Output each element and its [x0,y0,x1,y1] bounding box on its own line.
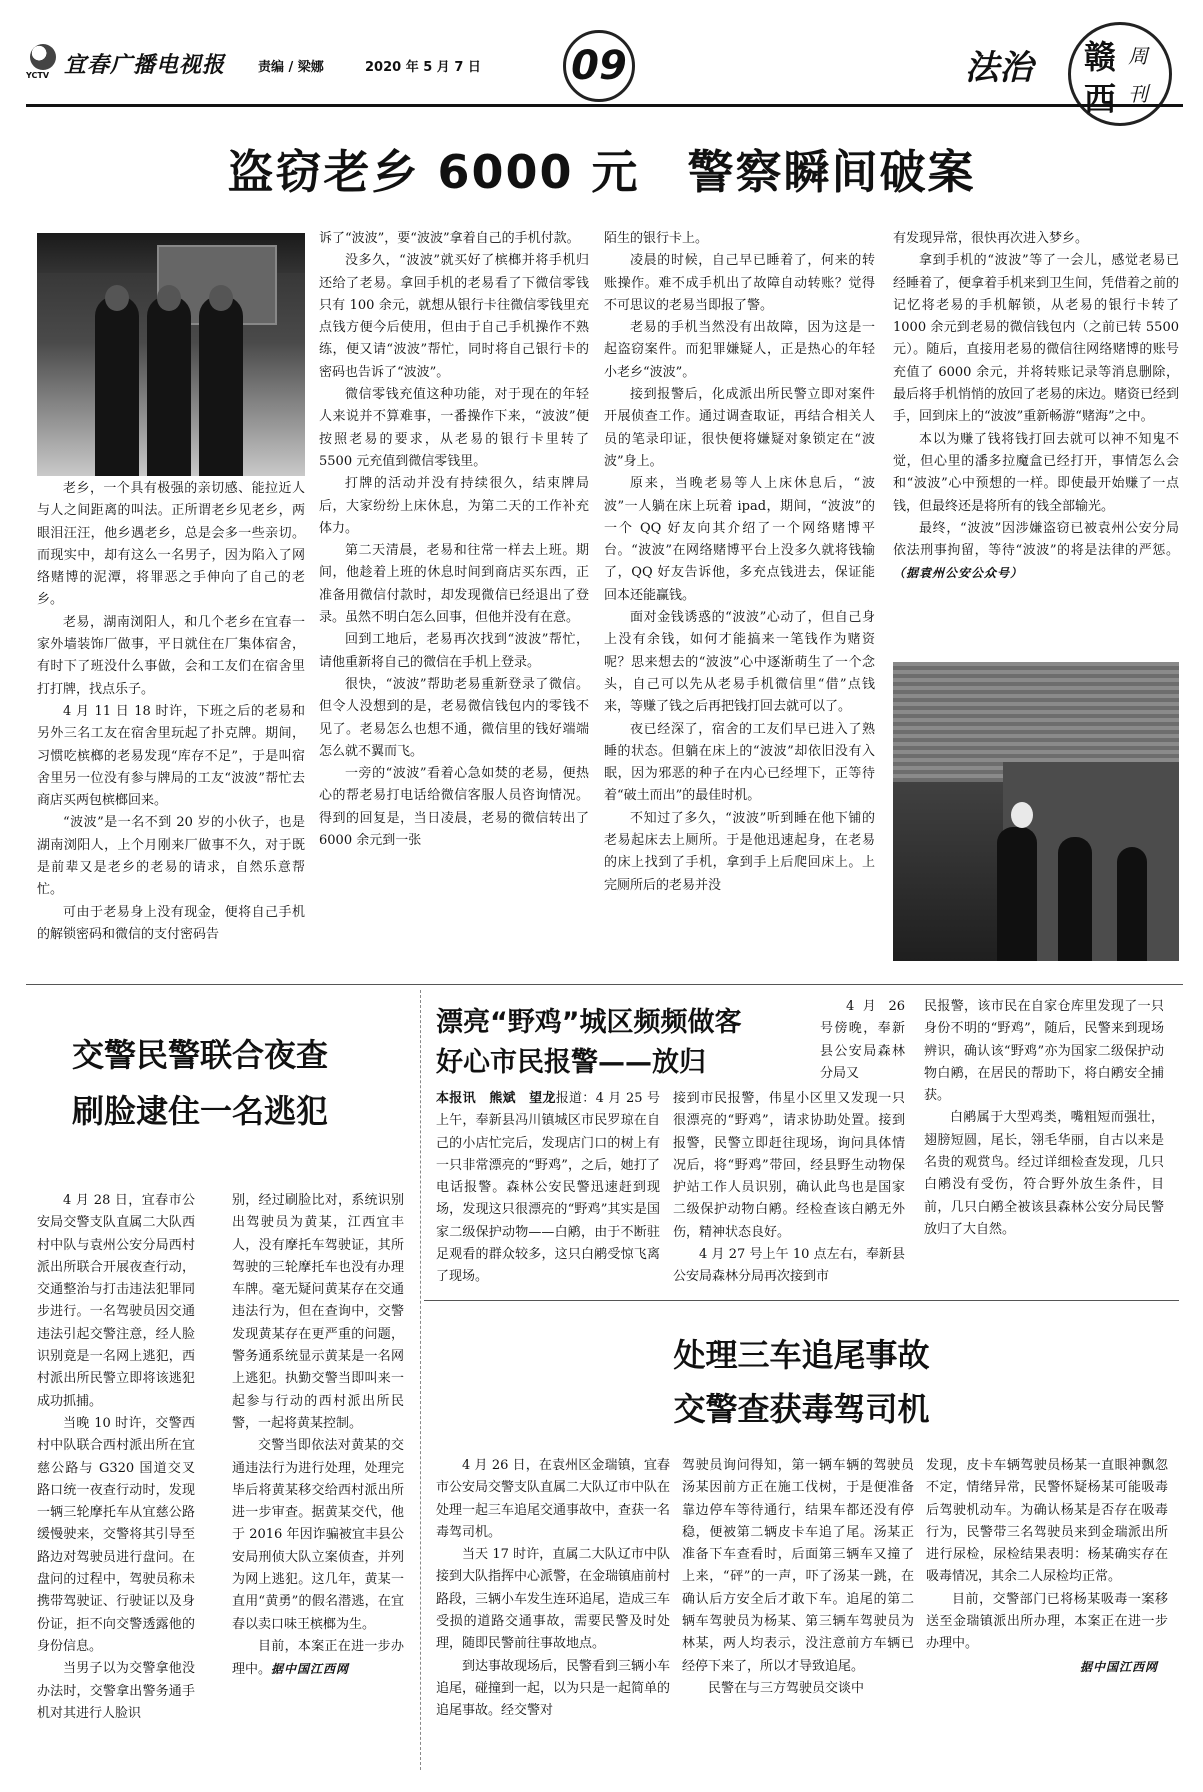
article2-column-1 [37,1190,195,1725]
article1-source: （据袁州公安公众号） [893,566,1024,581]
article1-paragraph: 有发现异常，很快再次进入梦乡。 [893,231,1089,246]
article1-paragraph: “波波”是一名不到 20 岁的小伙子，也是湖南浏阳人，上个月刚来厂做事不久，对于既是前辈又是老乡的老易的请求，自然乐意帮忙。 [37,815,305,898]
article1-paragraph: 不知过了多久，“波波”听到睡在他下铺的老易起床去上厕所。于是他迅速起身，在老易的床上找到了手机，拿到手上后爬回床上。上完厕所后的老易并没 [604,810,875,893]
article1-paragraph: 打牌的活动并没有持续很久，结束牌局后，大家纷纷上床休息，为第二天的工作补充体力。 [319,476,589,536]
article1-paragraph: 夜已经深了，宿舍的工友们早已进入了熟睡的状态。但躺在床上的“波波”却依旧没有入眠，因为邪恶的种子在内心已经埋下，正等待着“破土而出”的最佳时机。 [604,721,875,804]
article1-column-2 [319,228,589,852]
article4-paragraph: 驾驶员询问得知，第一辆车辆的驾驶员汤某因前方正在施工伐树，于是便准备靠边停车等待通行，结果车都还没有停稳，便被第二辆皮卡车追了尾。汤某正准备下车查看时，后面第三辆车又撞了上来，“砰”的一声，吓了汤某一跳，在确认后方安全后才敢下车。追尾的第二辆车驾驶员为杨某、第三辆车驾驶员为林某，两人均表示，没注意前方车辆已经停下来了，所以才导致追尾。 [682,1458,914,1674]
article4-column-2 [682,1455,914,1700]
article1-column-3 [604,228,875,897]
issue-date: 2020 年 5 月 7 日 [365,60,481,75]
article1-paragraph: 微信零钱充值这种功能，对于现在的年轻人来说并不算难事，一番操作下来，“波波”便按照老易的要求，从老易的银行卡里转了 5500 元充值到微信零钱里。 [319,387,589,469]
weekly-badge-zhou: 周 [1128,44,1148,68]
article1-column-1 [37,478,305,946]
article1-column-4 [893,228,1179,586]
editor-credit: 责编 / 梁娜 [258,60,324,75]
article2-source: 据中国江西网 [271,1662,350,1677]
weekly-badge-gan: 赣 [1084,38,1117,76]
article4-headline-line2: 交警查获毒驾司机 [673,1390,930,1428]
column-divider [420,990,421,1770]
article2-paragraph: 交警当即依法对黄某的交通违法行为进行处理，处理完毕后将黄某移交给西村派出所进一步审查。据黄某交代，他于 2016 年因诈骗被宜丰县公安局刑侦大队立案侦查，并列为网上逃犯。这几年，黄某一直用“黄勇”的假名潜逃，在宜春以卖口味王槟榔为生。 [232,1438,404,1632]
article3-byline: 本报讯 熊斌 望龙 [436,1091,556,1106]
article4-column-1 [436,1455,670,1723]
article3-headline-line1: 漂亮“野鸡”城区频频做客 [436,1007,742,1038]
weekly-badge [1060,14,1180,134]
article1-paragraph: 第二天清晨，老易和往常一样去上班。期间，他趁着上班的休息时间到商店买东西，正准备用微信付款时，却发现微信已经退出了登录。虽然不明白怎么回事，但他并没有在意。 [319,543,589,626]
article1-paragraph: 本以为赚了钱将钱打回去就可以神不知鬼不觉，但心里的潘多拉魔盒已经打开，事情怎么会和“波波”心中预想的一样。即使最开始赚了一点钱，但最终还是将所有的钱全部输光。 [893,431,1179,514]
article2-paragraph [232,1636,404,1682]
section-title: 法治 [965,48,1033,88]
article4-paragraph: 民警在与三方驾驶员交谈中 [708,1680,865,1696]
article1-paragraph: 很快，“波波”帮助老易重新登录了微信。但令人没想到的是，老易微信钱包内的零钱不见了。老易怎么也想不通，微信里的钱好端端怎么就不翼而飞。 [319,676,589,759]
article4-paragraph: 发现，皮卡车辆驾驶员杨某一直眼神飘忽不定，情绪异常，民警怀疑杨某可能吸毒后驾驶机动车。为确认杨某是否存在吸毒行为，民警带三名驾驶员来到金瑞派出所进行尿检，尿检结果表明：杨某确实存在吸毒情况，其余二人尿检均正常。 [926,1458,1168,1585]
article1-photo-suspect [37,233,305,476]
article1-paragraph: 老乡，一个具有极强的亲切感、能拉近人与人之间距离的叫法。正所谓老乡见老乡，两眼泪汪汪，他乡遇老乡，总是会多一些亲切。而现实中，却有这么一名男子，因为陷入了网络赌博的泥潭，将罪恶之手伸向了自己的老乡。 [37,481,305,608]
article2-column-2 [232,1190,404,1682]
article1-closing-text: 最终，“波波”因涉嫌盗窃已被袁州公安分局依法刑事拘留，等待“波波”的将是法律的严惩。 [893,520,1179,559]
paper-name: 宜春广播电视报 [64,53,226,78]
article1-paragraph: 4 月 11 日 18 时许，下班之后的老易和另外三名工友在宿舍里玩起了扑克牌。期间，习惯吃槟榔的老易发现“库存不足”，于是叫宿舍里另一位没有参与牌局的工友“波波”帮忙去商店买两包槟榔回来。 [37,703,305,809]
page-number: 09 [571,43,627,89]
article2-paragraph: 别，经过刷脸比对，系统识别出驾驶员为黄某，江西宜丰人，没有摩托车驾驶证，其所驾驶的三轮摩托车也没有办理车牌。毫无疑问黄某存在交通违法行为，但在查询中，交警发现黄某存在更严重的问题，警务通系统显示黄某是一名网上逃犯。执勤交警当即叫来一起参与行动的西村派出所民警，一起将黄某控制。 [232,1193,404,1431]
article1-paragraph: 老易，湖南浏阳人，和几个老乡在宜春一家外墙装饰厂做事，平日就住在厂集体宿舍，有时下了班没什么事做，会和工友们在宿舍里打打牌，找点乐子。 [37,614,305,697]
station-logo-text: YCTV [26,71,50,80]
article3-lead: 报道：4 月 25 号上午，奉新县冯川镇城区市民罗琼在自己的小店忙完后，发现店门口的树上有一只非常漂亮的“野鸡”，之后，她打了电话报警。森林公安民警迅速赶到现场，发现这只很漂亮的“野鸡”其实是国家二级保护动物——白鹇，由于不断驻足观看的群众较多，这只白鹇受惊飞离了现场。 [436,1091,660,1285]
article4-paragraph: 到达事故现场后，民警看到三辆小车追尾，碰撞到一起，以为只是一起简单的追尾事故。经交警对 [436,1658,671,1719]
article1-headline: 盗窃老乡 6000 元 警察瞬间破案 [227,145,976,199]
weekly-badge-kan: 刊 [1128,82,1148,106]
article1-paragraph: 回到工地后，老易再次找到“波波”帮忙，请他重新将自己的微信在手机上登录。 [319,632,589,670]
article2-headline-line1: 交警民警联合夜查 [71,1036,328,1074]
article3-paragraph: 接到市民报警，伟星小区里又发现一只很漂亮的“野鸡”，请求协助处置。接到报警，民警立即赶往现场，询问具体情况后，将“野鸡”带回，经县野生动物保护站工作人员识别，确认此鸟也是国家二级保护动物白鹇。经检查该白鹇无外伤，精神状态良好。 [673,1091,905,1240]
article1-paragraph: 老易的手机当然没有出故障，因为这是一起盗窃案件。而犯罪嫌疑人，正是热心的年轻小老乡“波波”。 [604,320,875,380]
article1-paragraph: 拿到手机的“波波”等了一会儿，感觉老易已经睡着了，便拿着手机来到卫生间，凭借着之前的记忆将老易的手机解锁，从老易的银行卡转了 1000 余元到老易的微信钱包内（之前已转 5500 元）。随后，直接用老易的微信往网络赌博的账号充值了 6000 余元，并将转账记录等消息删除，最后将手机悄悄的放回了老易的床边。赌资已经到手，回到床上的“波波”重新畅游“赌海”之中。 [893,253,1180,425]
article1-paragraph: 一旁的“波波”看着心急如焚的老易，便热心的帮老易打电话给微信客服人员咨询情况。得到的回复是，当日凌晨，老易的微信转出了 6000 余元到一张 [319,766,589,849]
article3-column-1 [436,1088,660,1289]
weekly-badge-xi: 西 [1084,80,1117,118]
article3-paragraph: 民报警，该市民在自家仓库里发现了一只身份不明的“野鸡”，随后，民警来到现场辨识，确认该“野鸡”亦为国家二级保护动物白鹇，在居民的帮助下，将白鹇安全捕获。 [924,999,1164,1104]
article1-paragraph: 可由于老易身上没有现金，便将自己手机的解锁密码和微信的支付密码告 [37,904,305,942]
article3-paragraph [436,1088,660,1289]
page-number-badge [563,30,635,102]
article2-closing-text: 目前，本案正在进一步办理中。 [232,1638,404,1678]
article2-paragraph: 当晚 10 时许，交警西村中队联合西村派出所在宜慈公路与 G320 国道交叉路口统一夜查行动时，发现一辆三轮摩托车从宜慈公路缓慢驶来，交警将其引导至路边对驾驶员进行盘问。在盘问的过程中，驾驶员称未携带驾驶证、行驶证以及身份证，拒不向交警透露他的身份信息。 [37,1415,195,1654]
article3-column-3 [924,996,1164,1241]
article1-paragraph: 面对金钱诱惑的“波波”心动了，但自己身上没有余钱，如何才能搞来一笔钱作为赌资呢？思来想去的“波波”心中逐渐萌生了一个念头，自己可以先从老易手机微信里“借”点钱来，等赚了钱之后再把钱打回去就可以了。 [604,610,875,715]
section-divider [26,984,1183,985]
article1-paragraph: 陌生的银行卡上。 [604,231,709,246]
article3-headline-line2: 好心市民报警——放归 [436,1047,706,1078]
article4-headline-line1: 处理三车追尾事故 [673,1336,930,1374]
article4-paragraph: 当天 17 时许，直属二大队辽市中队接到大队指挥中心派警，在金瑞镇庙前村路段，三辆小车发生连环追尾，造成三车受损的道路交通事故，需要民警及时处理，随即民警前往事故地点。 [436,1547,671,1652]
article2-paragraph: 4 月 28 日，宜春市公安局交警支队直属二大队西村中队与袁州公安分局西村派出所联合开展夜查行动，交通整治与打击违法犯罪同步进行。一名驾驶员因交通违法引起交警注意，经人脸识别竟是一名网上逃犯，西村派出所民警立即将该逃犯成功抓捕。 [37,1193,195,1409]
article4-source-line [926,1656,1168,1679]
article2-paragraph: 当男子以为交警拿他没办法时，交警拿出警务通手机对其进行人脸识 [37,1661,195,1721]
article1-photo-scene [893,662,1179,961]
article3-column-2 [673,1088,905,1289]
article1-paragraph: 没多久，“波波”就买好了槟榔并将手机归还给了老易。拿回手机的老易看了下微信零钱只有 100 余元，就想从银行卡往微信零钱里充点钱方便今后使用，但由于自己手机操作不熟练，便又请“波波”帮忙，同时将自己银行卡的密码也告诉了“波波”。 [319,253,589,380]
article2-headline-line2: 刷脸逮住一名逃犯 [71,1092,328,1130]
article1-paragraph [893,518,1179,586]
article3-paragraph: 4 月 26 号傍晚，奉新县公安局森林分局又 [820,999,905,1081]
article3-paragraph: 白鹇属于大型鸡类，嘴粗短而强壮，翅膀短圆，尾长，翎毛华丽，自古以来是名贵的观赏鸟。经过详细检查发现，几只白鹇没有受伤，符合野外放生条件，目前，几只白鹇全被该县森林公安分局民警放归了大自然。 [924,1110,1164,1237]
article4-source: 据中国江西网 [1079,1659,1158,1674]
masthead-rule [26,104,1183,107]
article1-paragraph: 原来，当晚老易等人上床休息后，“波波”一人躺在床上玩着 ipad，期间，“波波”的一个 QQ 好友向其介绍了一个网络赌博平台。“波波”在网络赌博平台上没多久就将钱输了，QQ 好友告诉他，多充点钱进去，保证能回本还能赢钱。 [604,476,875,603]
article1-paragraph: 接到报警后，化成派出所民警立即对案件开展侦查工作。通过调查取证，再结合相关人员的笔录印证，很快便将嫌疑对象锁定在“波波”身上。 [604,387,875,469]
article1-paragraph: 凌晨的时候，自己早已睡着了，何来的转账操作。难不成手机出了故障自动转账？觉得不可思议的老易当即报了警。 [604,253,875,313]
article4-column-3 [926,1455,1168,1679]
station-logo-icon [30,44,56,70]
article4-paragraph: 4 月 26 日，在袁州区金瑞镇，宜春市公安局交警支队直属二大队辽市中队在处理一起三车追尾交通事故中，查获一名毒驾司机。 [436,1458,671,1540]
article3-column-2-top [820,996,905,1085]
article1-paragraph: 诉了“波波”，要“波波”拿着自己的手机付款。 [319,231,580,246]
article4-paragraph: 目前，交警部门已将杨某吸毒一案移送至金瑞镇派出所办理，本案正在进一步办理中。 [926,1591,1168,1652]
article3-paragraph: 4 月 27 号上午 10 点左右，奉新县公安局森林分局再次接到市 [673,1247,905,1285]
section-divider [424,1300,1179,1301]
